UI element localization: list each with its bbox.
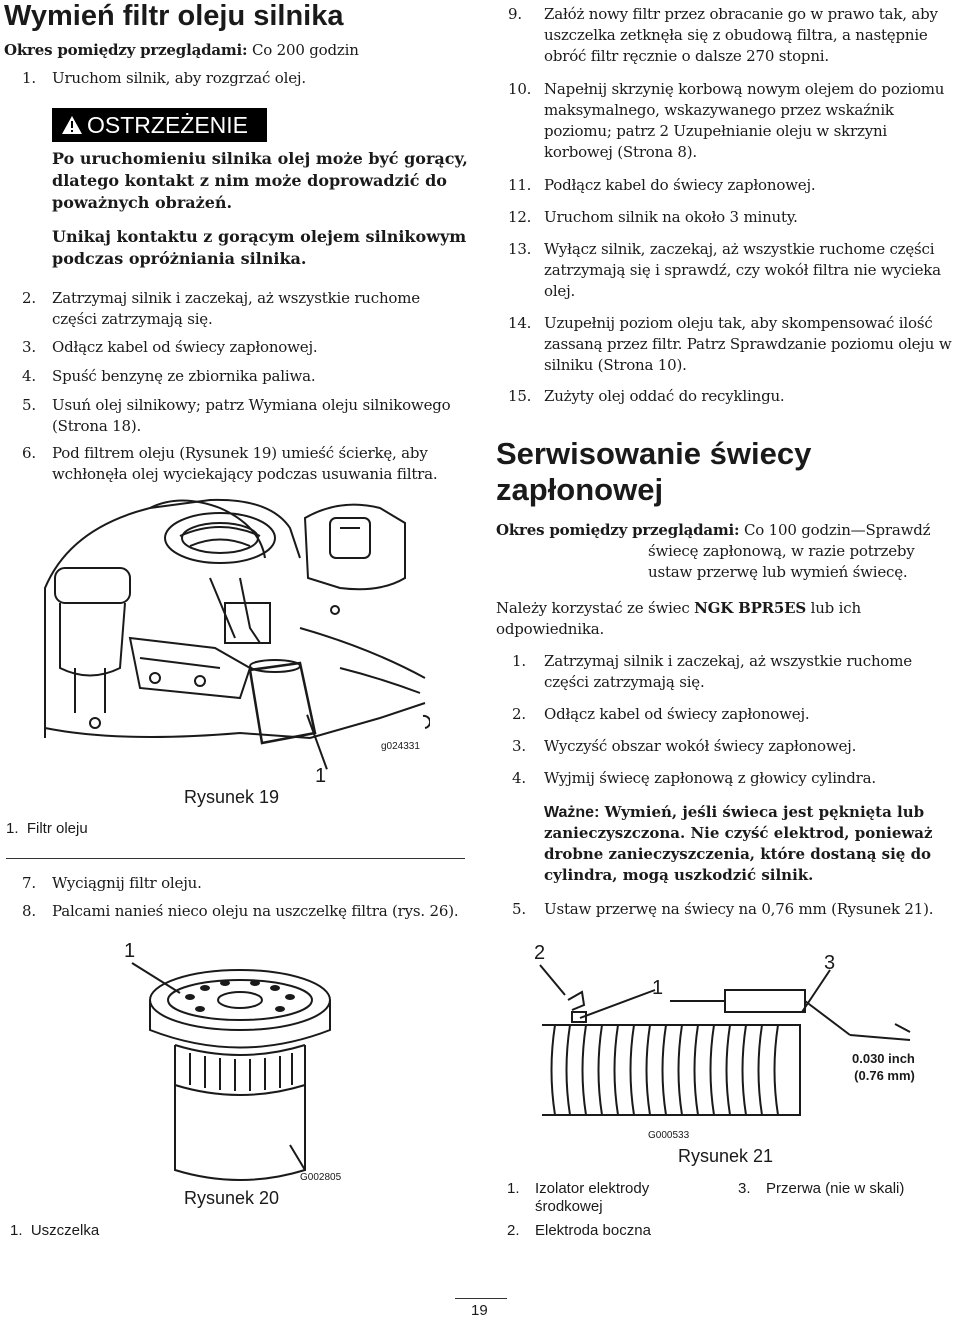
step-text: Palcami nanieś nieco oleju na uszczelkę filtra (rys. 26). [52,902,459,920]
legend-text: Przerwa (nie w skali) [766,1180,905,1197]
step-4 [22,366,316,387]
legend-text: Izolator elektrody [535,1180,650,1197]
step-number: 15. [508,387,532,405]
important-note [544,802,958,886]
step-text: Wyczyść obszar wokół świecy zapłonowej. [544,737,857,755]
text-fragment: odpowiednika. [496,620,605,638]
step-text: Odłącz kabel od świecy zapłonowej. [52,338,318,356]
page-number: 19 [471,1302,488,1319]
interval-value: Co 100 godzin—Sprawdź [743,521,931,539]
step-number: 5. [22,396,36,414]
step-text: silniku (Strona 10). [544,356,687,374]
step-text: obróć filtr ręcznie o dalsze 270 stopni. [544,47,829,65]
step-5 [22,395,451,435]
spark-step-2 [512,704,958,725]
step-text: Napełnij skrzynię korbową nowym olejem do poziomu [544,80,945,98]
warning-banner [52,108,267,142]
steps-9-15 [508,4,958,407]
step-number: 11. [508,176,532,194]
step-text: Wyciągnij filtr oleju. [52,874,202,892]
legend-number: 1. [507,1180,520,1197]
step-text: Załóż nowy filtr przez obracanie go w prawo tak, aby [544,5,938,23]
step-text: Zatrzymaj silnik i zaczekaj, aż wszystkie ruchome [544,652,912,670]
step-text: części zatrzymają się. [544,673,705,691]
warning-line: Unikaj kontaktu z gorącym olejem silnikowym [52,227,467,246]
legend-text: środkowej [535,1198,603,1215]
step-text: Podłącz kabel do świecy zapłonowej. [544,176,816,194]
spark-step-3 [512,736,958,757]
step-number: 10. [508,80,532,98]
engine-oil-filter-illustration [40,498,430,750]
step-text: uszczelka zetknęła się z obudową filtra, a następnie [544,26,928,44]
fig20-code: G002805 [300,1172,342,1183]
fig21-callout-1: 1 [652,977,664,999]
text-fragment: Należy korzystać ze świec [496,599,695,617]
interval-label: Okres pomiędzy przeglądami: [4,41,248,59]
step-14 [508,313,958,376]
step-text: Pod filtrem oleju (Rysunek 19) umieść ścierkę, aby [52,444,428,462]
step-text: części zatrzymają się. [52,310,213,328]
step-text: zassaną przez filtr. Patrz Sprawdzanie poziomu oleju w [544,335,952,353]
spark-step-4 [512,768,958,789]
legend-number: 3. [738,1180,751,1197]
warning-label: OSTRZEŻENIE [87,112,249,138]
step-text: poziomu; patrz 2 Uzupełnianie oleju w skrzyni [544,122,888,140]
step-text: korbowej (Strona 8). [544,143,697,161]
legend-text: Elektroda boczna [535,1222,651,1239]
gap-measurement [852,1050,915,1084]
step-number: 3. [512,737,526,755]
spark-plug-type [496,598,956,640]
fig19-legend: 1. Filtr oleju [6,820,88,837]
title-line: zapłonowej [496,472,664,507]
oil-filter-illustration [120,945,360,1185]
step-number: 9. [508,5,522,23]
interval-value: ustaw przerwę lub wymień świecę. [648,563,908,581]
step-3 [22,337,318,358]
step-text: Ustaw przerwę na świecy na 0,76 mm (Rysunek 21). [544,900,934,918]
figure-divider [6,858,465,859]
step-number: 14. [508,314,532,332]
step-text: Spuść benzynę ze zbiornika paliwa. [52,367,316,385]
fig21-legend-3 [738,1180,905,1197]
step-15 [508,386,958,407]
fig21-title: Rysunek 21 [678,1146,774,1166]
step-number: 2. [22,289,36,307]
legend-number: 2. [507,1222,520,1239]
important-label: Ważne: [544,804,600,821]
step-2 [22,288,472,328]
interval-label: Okres pomiędzy przeglądami: [496,521,740,539]
spark-step-1 [512,651,958,693]
warning-text [52,148,472,270]
step-text: (Strona 18). [52,417,142,435]
warning-line: Po uruchomieniu silnika olej może być gorący, [52,149,468,168]
step-12 [508,207,958,228]
fig20-callout: 1 [124,940,136,962]
step-text: Wyjmij świecę zapłonową z głowicy cylindra. [544,769,876,787]
step-number: 8. [22,902,36,920]
steps-spark-1-4 [512,651,958,789]
step-9 [508,4,958,67]
step-number: 12. [508,208,532,226]
step-number: 1. [22,69,36,87]
step-number: 13. [508,240,532,258]
gap-inch: 0.030 inch [852,1051,915,1066]
step-number: 2. [512,705,526,723]
text-fragment: lub ich [806,599,861,617]
fig19-title: Rysunek 19 [184,787,280,807]
step-10 [508,79,958,163]
interval-value: Co 200 godzin [251,41,359,59]
spark-plug-model: NGK BPR5ES [694,599,807,617]
fig20-title: Rysunek 20 [184,1188,280,1208]
step-text: zatrzymają się i sprawdź, czy wokół filtra nie wycieka [544,261,941,279]
step-text: Zatrzymaj silnik i zaczekaj, aż wszystkie ruchome [52,289,420,307]
step-number: 7. [22,874,36,892]
step-number: 1. [512,652,526,670]
warning-triangle-icon [61,115,83,135]
important-text: cylindra, mogą uszkodzić silnik. [544,866,814,884]
step-text: Uruchom silnik na około 3 minuty. [544,208,798,226]
step-text: Uruchom silnik, aby rozgrzać olej. [52,69,306,87]
warning-line: dlatego kontakt z nim może doprowadzić do [52,171,447,190]
step-text: olej. [544,282,576,300]
important-text: Wymień, jeśli świeca jest pęknięta lub [604,803,925,821]
step-number: 6. [22,444,36,462]
interval-value: świecę zapłonową, w razie potrzeby [648,542,915,560]
important-text: drobne zanieczyszczenia, które dostaną się do [544,845,932,863]
fig21-callout-2: 2 [534,942,546,964]
section-title: Wymień filtr oleju silnika [4,0,344,32]
fig21-callout-3: 3 [824,952,836,974]
spark-step-5 [512,899,934,920]
step-7 [22,873,202,894]
warning-line: poważnych obrażeń. [52,193,233,212]
step-text: Uzupełnij poziom oleju tak, aby skompensować ilość [544,314,933,332]
step-text: Usuń olej silnikowy; patrz Wymiana oleju silnikowego [52,396,451,414]
step-text: wchłonęła olej wyciekający podczas usuwania filtra. [52,465,438,483]
service-interval-spark [496,520,956,583]
step-6 [22,443,438,483]
step-13 [508,239,958,302]
step-number: 3. [22,338,36,356]
service-interval [4,40,359,61]
step-text: maksymalnego, wskazywanego przez wskaźnik [544,101,894,119]
step-1 [22,68,306,89]
fig19-code: g024331 [381,741,420,752]
spark-plug-illustration [510,960,930,1130]
section-title-spark-plug [496,436,811,508]
important-text: zanieczyszczona. Nie czyść elektrod, ponieważ [544,824,933,842]
fig21-legend-1 [507,1180,650,1215]
title-line: Serwisowanie świecy [496,436,812,471]
step-text: Odłącz kabel od świecy zapłonowej. [544,705,810,723]
fig21-legend-2 [507,1222,651,1239]
step-8 [22,901,459,922]
gap-mm: (0.76 mm) [854,1068,915,1083]
fig21-code: G000533 [648,1130,690,1141]
step-number: 5. [512,900,526,918]
step-text: Zużyty olej oddać do recyklingu. [544,387,785,405]
fig19-callout: 1 [315,765,327,787]
step-number: 4. [512,769,526,787]
fig20-legend: 1. Uszczelka [10,1222,100,1239]
warning-line: podczas opróżniania silnika. [52,249,307,268]
footer-rule [455,1298,507,1299]
step-text: Wyłącz silnik, zaczekaj, aż wszystkie ruchome części [544,240,935,258]
step-number: 4. [22,367,36,385]
step-11 [508,175,958,196]
